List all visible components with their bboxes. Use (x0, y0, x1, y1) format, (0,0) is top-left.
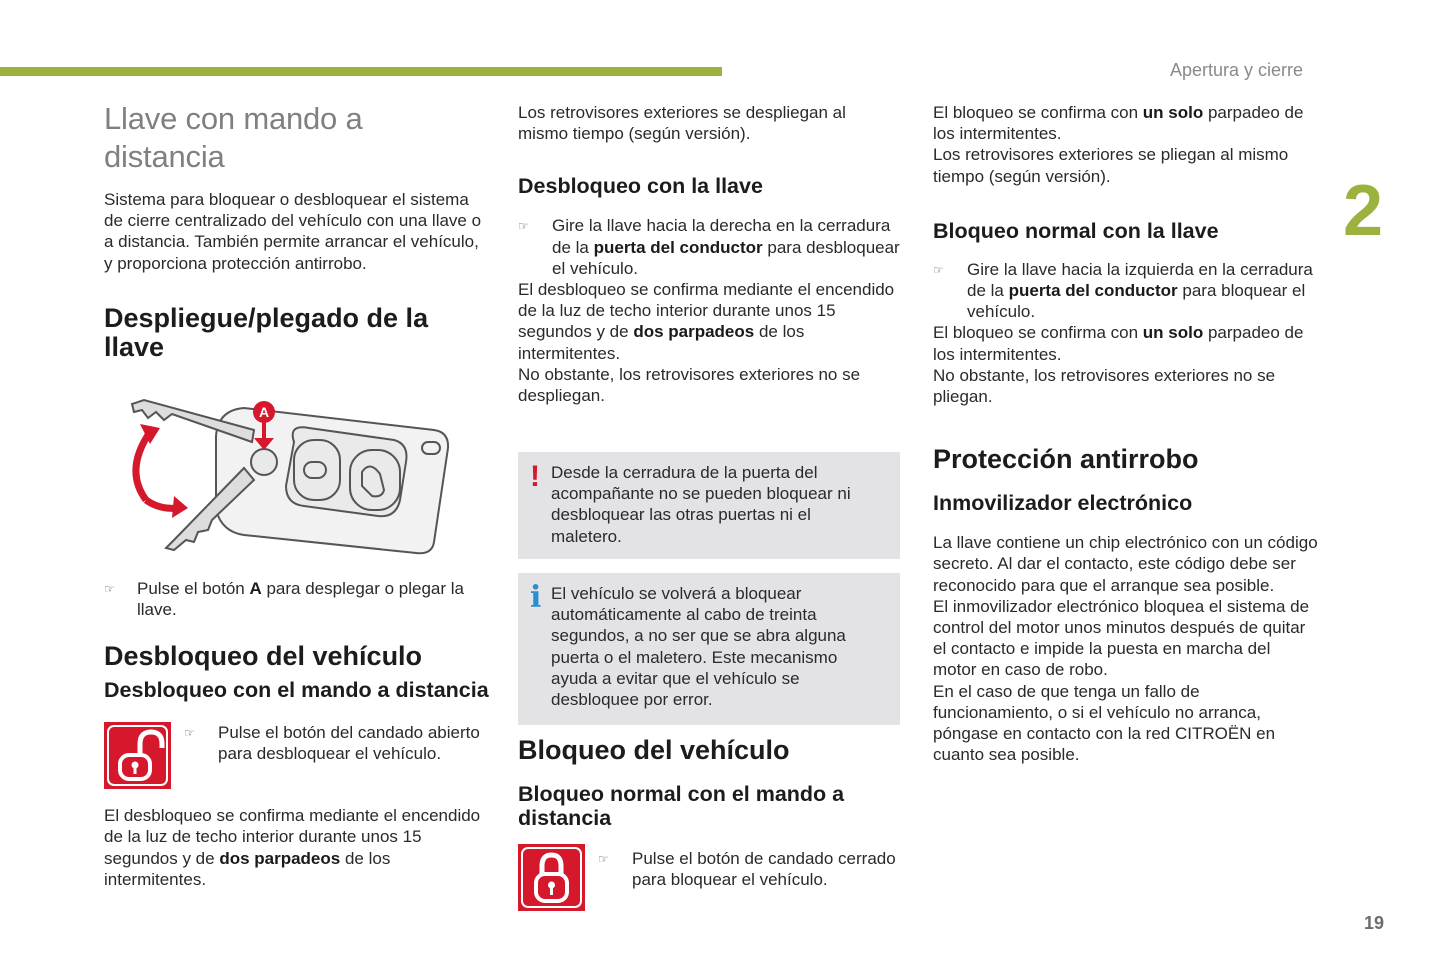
fold-heading: Despliegue/plegado de la llave (104, 302, 429, 362)
mirrors-deploy-text: Los retrovisores exteriores se despliegan al mismo tiempo (según versión). (518, 103, 846, 144)
lock-confirm-post: parpadeo de los intermitentes. (933, 103, 1304, 144)
key-unlock-confirm-pre: El desbloqueo se confirma mediante el encendido de la luz de techo interior durante unos 15 segundos y de (518, 280, 895, 342)
fold-bullet-text: Pulse el botón (137, 578, 250, 598)
lock-confirm-pre: El bloqueo se confirma con (933, 103, 1143, 122)
key-lock-confirm-pre: El bloqueo se confirma con (933, 323, 1143, 343)
warning-icon: ! (530, 460, 540, 493)
info-icon: i (530, 580, 542, 615)
page-number: 19 (1364, 913, 1385, 933)
open-padlock-button-icon (104, 722, 171, 789)
key-lock-bullet-bold: puerta del conductor (1008, 281, 1178, 301)
unlock-confirm-bold: dos parpadeos (219, 848, 341, 868)
fold-bullet-text-end: para desplegar o plegar la llave. (137, 578, 464, 620)
unlock-remote-heading: Desbloqueo con el mando a distancia (104, 678, 489, 703)
pointing-hand-icon: ☞ (104, 581, 115, 596)
page-title: Llave con mando a distancia (104, 101, 363, 174)
column-2 (518, 102, 900, 406)
key-lock-heading: Bloqueo normal con la llave (933, 218, 1219, 243)
pointing-hand-icon: ☞ (933, 262, 944, 277)
pointing-hand-icon: ☞ (184, 726, 195, 741)
unlock-remote-row (104, 722, 489, 792)
key-lock-confirm-bold: un solo (1142, 323, 1204, 343)
key-lock-confirm-post: parpadeo de los intermitentes. (933, 323, 1304, 364)
column-3 (933, 102, 1318, 765)
key-lock-bullet (933, 259, 1318, 323)
lock-mirrors-text: Los retrovisores exteriores se pliegan al mismo tiempo (según versión). (933, 145, 1289, 186)
key-unlock-bullet (518, 215, 900, 279)
lock-remote-heading: Bloqueo normal con el mando a distancia (518, 782, 845, 830)
lock-confirm-bold: un solo (1142, 103, 1204, 122)
immobilizer-heading: Inmovilizador electrónico (933, 491, 1193, 516)
unlock-confirm-post: de los intermitentes. (104, 848, 391, 889)
key-lock-bullet-pre: Gire la llave hacia la izquierda en la cerradura de la (967, 259, 1313, 301)
key-unlock-bullet-pre: Gire la llave hacia la derecha en la cerradura de la (552, 216, 891, 257)
lock-heading: Bloqueo del vehículo (518, 735, 790, 765)
key-illustration (104, 390, 464, 560)
unlock-remote-bullet (184, 722, 498, 764)
key-unlock-confirm-text (518, 279, 900, 364)
key-lock-mirrors-text: No obstante, los retrovisores exteriores no se pliegan. (933, 365, 1276, 407)
immobilizer-text-2: El inmovilizador electrónico bloquea el sistema de control del motor unos minutos después de quitar el contacto e impide la puesta en marcha del motor en caso de robo. (933, 596, 1310, 680)
fold-bullet (104, 578, 489, 620)
lock-confirm-text (933, 102, 1318, 144)
lock-remote-bullet (598, 848, 912, 890)
key-lock-confirm-text (933, 322, 1318, 364)
section-title: Apertura y cierre (1170, 60, 1304, 80)
immobilizer-text-3: En el caso de que tenga un fallo de funcionamiento, o si el vehículo no arranca, póngase en contacto con la red CITROËN en cuanto sea posible. (933, 681, 1276, 765)
lock-remote-bullet-text: Pulse el botón de candado cerrado para bloquear el vehículo. (632, 849, 896, 890)
warning-note (518, 452, 900, 559)
fold-bullet-bold: A (249, 578, 262, 598)
button-a-label: A (258, 403, 270, 420)
antitheft-heading: Protección antirrobo (933, 444, 1199, 475)
column-2-lower (518, 736, 900, 914)
key-unlock-bullet-bold: puerta del conductor (593, 237, 763, 257)
key-lock-bullet-post: para bloquear el vehículo. (967, 281, 1306, 322)
immobilizer-text-1: La llave contiene un chip electrónico con un código secreto. Al dar el contacto, este código debe ser reconocido para que el arranque sea posible. (933, 533, 1318, 595)
key-unlock-mirrors-text: No obstante, los retrovisores exteriores no se despliegan. (518, 364, 861, 406)
unlock-confirm-text (104, 805, 489, 890)
chapter-number: 2 (1343, 171, 1384, 251)
column-1 (104, 100, 489, 890)
unlock-confirm-pre: El desbloqueo se confirma mediante el encendido de la luz de techo interior durante unos 15 segundos y de (104, 806, 481, 868)
key-unlock-heading: Desbloqueo con la llave (518, 174, 763, 199)
key-fob-drawing (104, 390, 464, 560)
intro-text: Sistema para bloquear o desbloquear el sistema de cierre centralizado del vehículo con una llave o a distancia. También permite arrancar el vehículo, y proporciona protección antirrobo. (104, 190, 482, 273)
info-text: El vehículo se volverá a bloquear automáticamente al cabo de treinta segundos, a no ser que se abra alguna puerta o el maletero. Este mecanismo ayuda a evitar que el vehículo se desbloquee por error. (551, 584, 846, 710)
key-unlock-confirm-bold: dos parpadeos (633, 322, 755, 342)
pointing-hand-icon: ☞ (518, 219, 529, 234)
key-unlock-bullet-post: para desbloquear el vehículo. (552, 237, 900, 278)
warning-text: Desde la cerradura de la puerta del acompañante no se pueden bloquear ni desbloquear las otras puertas ni el maletero. (551, 463, 851, 546)
header-accent-bar (0, 67, 722, 76)
unlock-remote-bullet-text: Pulse el botón del candado abierto para desbloquear el vehículo. (218, 723, 480, 764)
key-unlock-confirm-post: de los intermitentes. (518, 322, 805, 363)
pointing-hand-icon: ☞ (598, 852, 609, 866)
lock-remote-row (518, 844, 900, 914)
unlock-heading: Desbloqueo del vehículo (104, 641, 423, 672)
info-note (518, 573, 900, 725)
closed-padlock-button-icon (518, 844, 585, 911)
